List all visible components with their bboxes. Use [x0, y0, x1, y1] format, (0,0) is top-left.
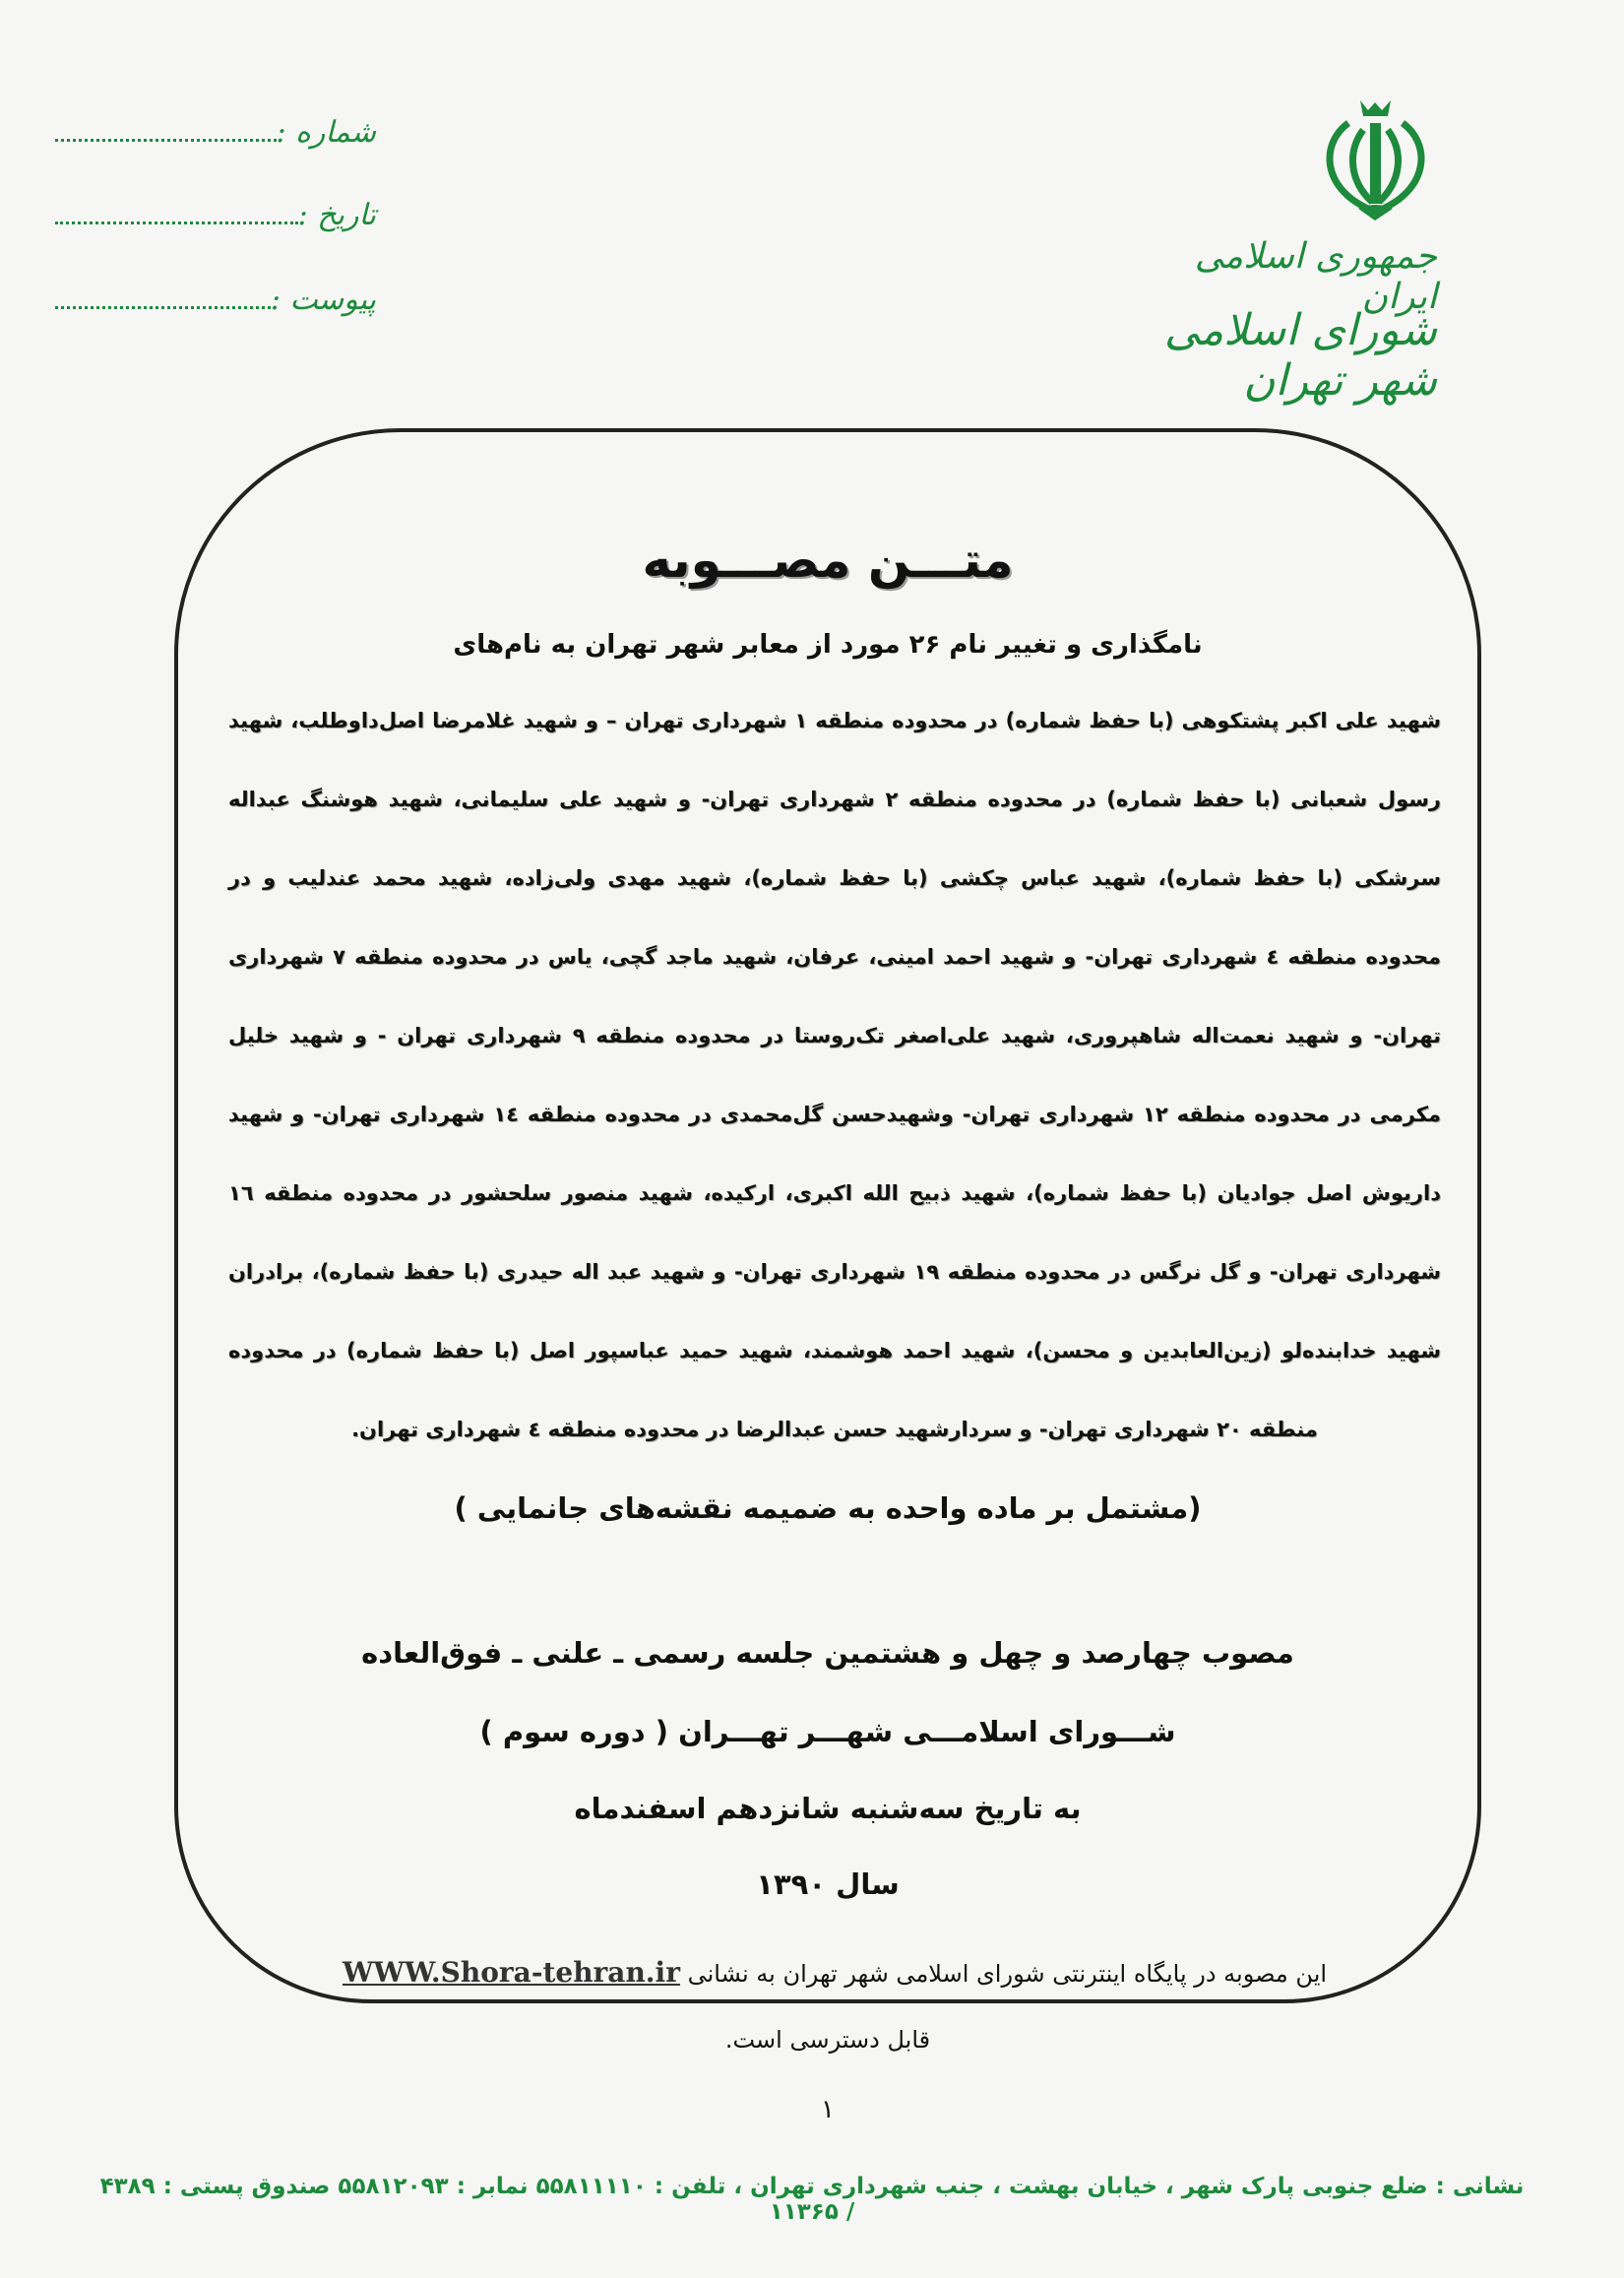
website-text: این مصوبه در پایگاه اینترنتی شورای اسلامی شهر تهران به نشانی — [687, 1960, 1328, 1988]
body-line: شهید علی اکبر پشتکوهی (با حفظ شماره) در محدوده منطقه ۱ شهرداری تهران – و شهید غلامرضا اصل‌داوطلب، شهید — [228, 709, 1442, 732]
approval-line: شـــورای اسلامـــی شهـــر تهـــران ( دوره سوم ) — [479, 1715, 1176, 1748]
access-text: قابل دسترسی است. — [724, 2026, 931, 2054]
footer-address: نشانی : ضلع جنوبی پارک شهر ، خیابان بهشت ، جنب شهرداری تهران ، تلفن : ۵۵۸۱۱۱۱۰ نمابر : ۵۵۸۱۲۰۹۳ صندوق پستی : ۴۳۸۹ / ۱۱۳۶۵ — [99, 2174, 1525, 2225]
number-field — [51, 110, 376, 150]
body-line: تهران- و شهید نعمت‌اله شاهپروری، شهید علی‌اصغر تک‌روستا در محدوده منطقه ۹ شهرداری تهران - و شهید خلیل — [228, 1024, 1441, 1047]
approval-line: سال ۱۳۹۰ — [756, 1867, 900, 1901]
body-line: منطقه ۲۰ شهرداری تهران- و سردارشهید حسن عبدالرضا در محدوده منطقه ٤ شهرداری تهران. — [351, 1418, 1318, 1441]
document-subtitle: نامگذاری و تغییر نام ۲۶ مورد از معابر شهر تهران به نام‌های — [453, 630, 1203, 660]
number-label: شماره : — [276, 115, 376, 150]
date-label: تاریخ : — [297, 198, 376, 232]
body-line: محدوده منطقه ٤ شهرداری تهران- و شهید احمد امینی، عرفان، شهید ماجد گچی، یاس در محدوده منطقه ۷ شهرداری — [228, 945, 1442, 969]
body-line: رسول شعبانی (با حفظ شماره) در محدوده منطقه ۲ شهرداری تهران- و شهید علی سلیمانی، شهید هوشنگ عبداله — [228, 788, 1441, 811]
logo-line-council: شورای اسلامی شهر تهران — [1163, 305, 1437, 406]
document-body — [228, 701, 1441, 1488]
document-title: متـــن مصـــوبه — [642, 532, 1014, 589]
website-note — [228, 1956, 1441, 1989]
body-line: داریوش اصل جوادیان (با حفظ شماره)، شهید ذبیح الله اکبری، ارکیده، شهید منصور سلحشور در محدوده منطقه ١٦ — [228, 1181, 1441, 1205]
body-line: سرشکی (با حفظ شماره)، شهید عباس چکشی (با حفظ شماره)، شهید مهدی ولی‌زاده، شهید محمد عندلیب و در — [228, 866, 1441, 890]
body-line: مکرمی در محدوده منطقه ۱۲ شهرداری تهران- وشهیدحسن گل‌محمدی در محدوده منطقه ١٤ شهرداری تهران- و شهید — [228, 1103, 1441, 1126]
website-link[interactable]: WWW.Shora-tehran.ir — [342, 1956, 680, 1989]
body-line: شهرداری تهران- و گل نرگس در محدوده منطقه ۱۹ شهرداری تهران- و شهید عبد اله حیدری (با حفظ شماره)، برادران — [228, 1260, 1441, 1284]
body-line: شهید خدابنده‌لو (زین‌العابدین و محسن)، شهید احمد هوشمند، شهید حمید عباسپور اصل (با حفظ شماره) در محدوده — [228, 1339, 1441, 1362]
logo-line-republic: جمهوری اسلامی ایران — [1194, 236, 1437, 317]
attachment-label: پیوست : — [270, 283, 376, 317]
approval-line: مصوب چهارصد و چهل و هشتمین جلسه رسمی ـ علنی ـ فوق‌العاده — [361, 1636, 1294, 1670]
date-field — [51, 193, 376, 232]
dotted-line — [55, 306, 271, 309]
approval-line: به تاریخ سه‌شنبه شانزدهم اسفندماه — [574, 1792, 1082, 1825]
iran-emblem-icon — [1309, 98, 1442, 221]
page-number: ۱ — [821, 2095, 835, 2124]
paren-note: (مشتمل بر ماده واحده به ضمیمه نقشه‌های جانمایی ) — [454, 1491, 1202, 1525]
attachment-field — [51, 278, 376, 317]
dotted-line — [55, 139, 277, 142]
dotted-line — [55, 221, 298, 224]
